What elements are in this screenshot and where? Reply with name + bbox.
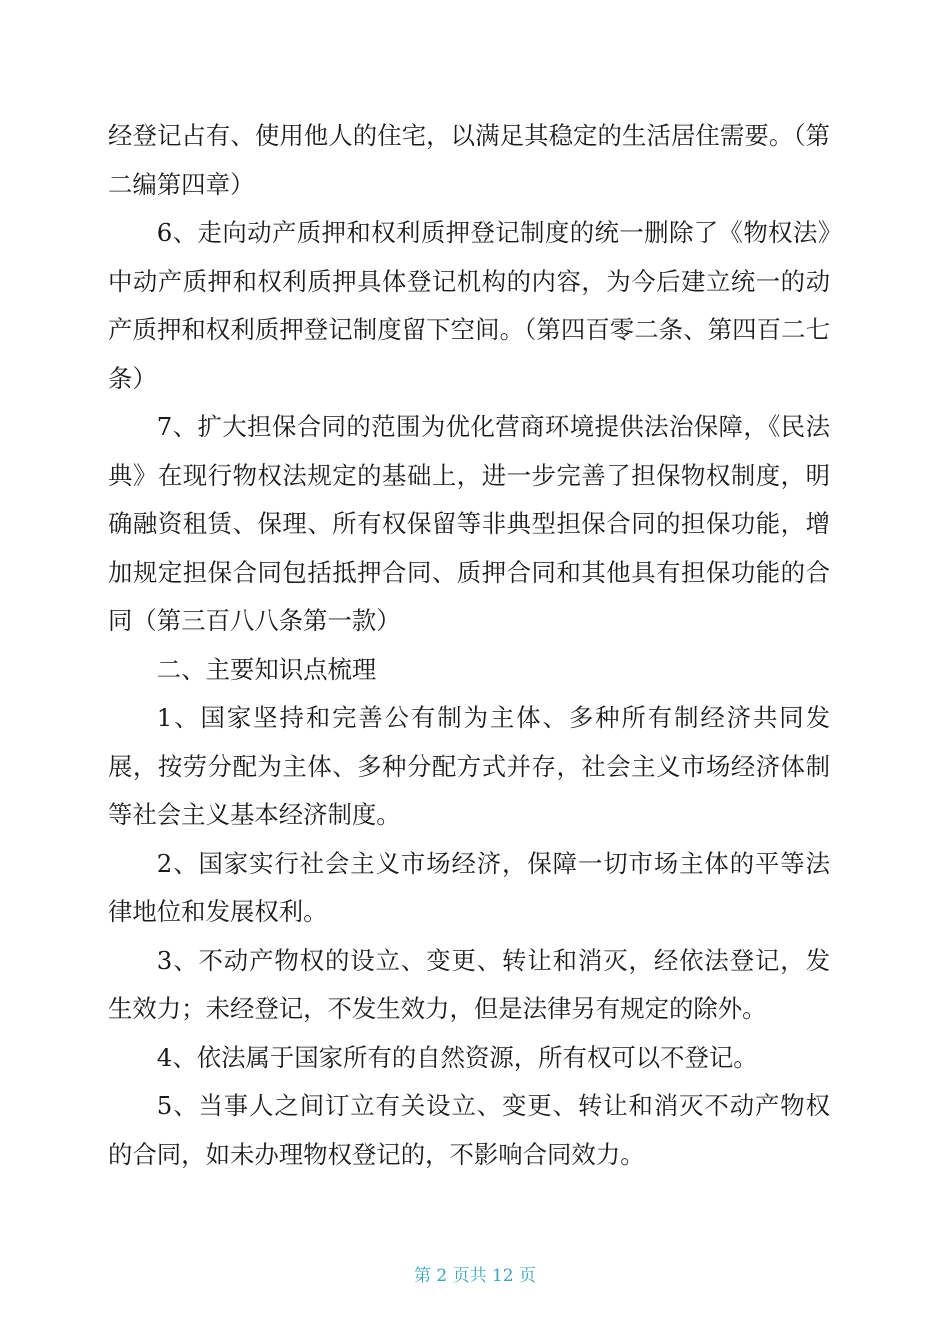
knowledge-point-1: 1、国家坚持和完善公有制为主体、多种所有制经济共同发展，按劳分配为主体、多种分配方式并存，社会主义市场经济体制等社会主义基本经济制度。 [108, 703, 830, 829]
knowledge-point-4: 4、依法属于国家所有的自然资源，所有权可以不登记。 [156, 1042, 758, 1072]
section-heading: 二、主要知识点梳理 [156, 654, 377, 684]
knowledge-point-3: 3、不动产物权的设立、变更、转让和消灭，经依法登记，发生效力；未经登记，不发生效力，但是法律另有规定的除外。 [108, 945, 830, 1023]
paragraph-item-7: 7、扩大担保合同的范围为优化营商环境提供法治保障，《民法典》在现行物权法规定的基础上，进一步完善了担保物权制度，明确融资租赁、保理、所有权保留等非典型担保合同的担保功能，增加规定担保合同包括抵押合同、质押合同和其他具有担保功能的合同（第三百八八条第一款） [108, 412, 830, 635]
page-number-footer: 第 2 页共 12 页 [413, 1266, 537, 1286]
knowledge-point-2: 2、国家实行社会主义市场经济，保障一切市场主体的平等法律地位和发展权利。 [108, 848, 830, 926]
paragraph-item-6: 6、走向动产质押和权利质押登记制度的统一删除了《物权法》中动产质押和权利质押具体登记机构的内容，为今后建立统一的动产质押和权利质押登记制度留下空间。（第四百零二条、第四百二七条） [108, 218, 830, 393]
paragraph-continuation: 经登记占有、使用他人的住宅，以满足其稳定的生活居住需要。（第二编第四章） [108, 121, 830, 199]
knowledge-point-5: 5、当事人之间订立有关设立、变更、转让和消灭不动产物权的合同，如未办理物权登记的，不影响合同效力。 [108, 1091, 830, 1169]
document-body [108, 112, 830, 1179]
